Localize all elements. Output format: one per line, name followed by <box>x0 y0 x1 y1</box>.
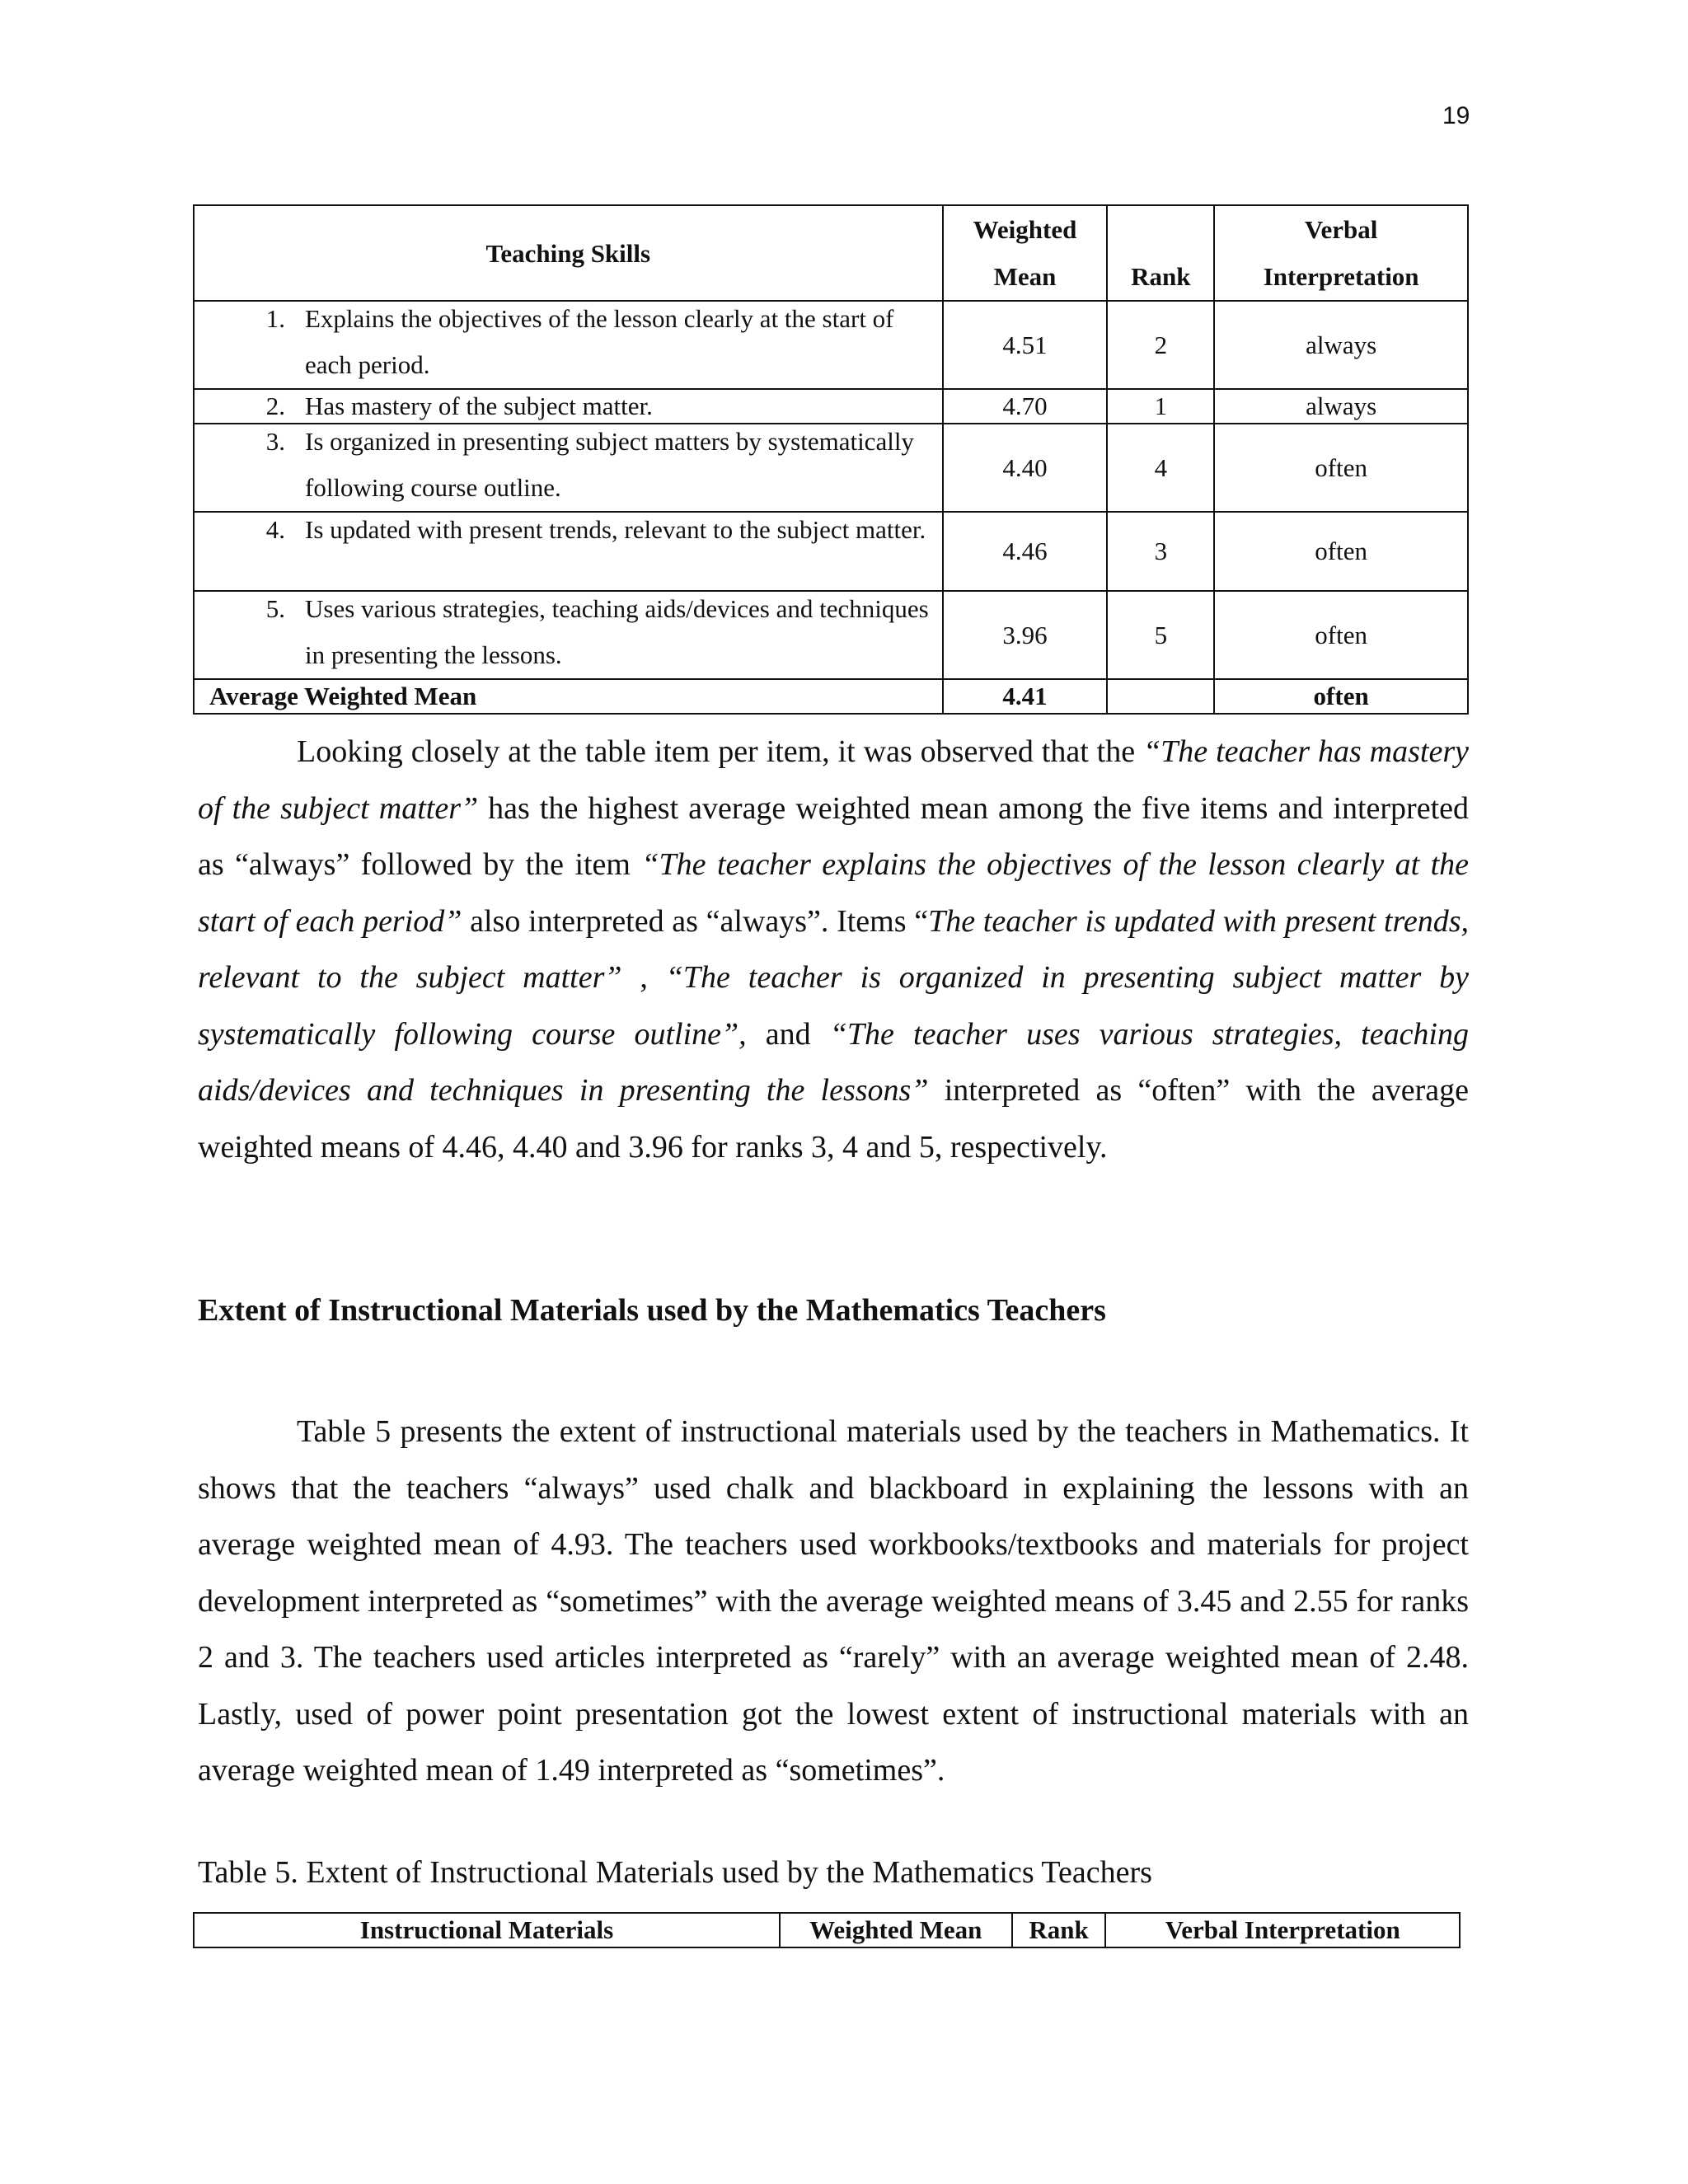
table-header-row <box>194 1913 1460 1947</box>
header-weighted: Weighted <box>973 215 1077 244</box>
header-weighted-mean <box>943 205 1108 301</box>
rank-cell: 2 <box>1107 301 1214 389</box>
average-mean: 4.41 <box>943 679 1108 714</box>
rank-cell: 1 <box>1107 389 1214 424</box>
table-row <box>194 301 1468 389</box>
header-weighted-mean: Weighted Mean <box>780 1913 1012 1947</box>
average-label: Average Weighted Mean <box>194 679 943 714</box>
mean-cell: 4.51 <box>943 301 1108 389</box>
table5-summary-paragraph: Table 5 presents the extent of instructional materials used by the teachers in Mathematics. It shows that the teachers “always” used chalk and blackboard in explaining the lessons with an average weighted mean of 4.93. The teachers used workbooks/textbooks and materials for project development interpreted as “sometimes” with the average weighted means of 3.45 and 2.55 for ranks 2 and 3. The teachers used articles interpreted as “rarely” with an average weighted mean of 2.48. Lastly, used of power point presentation got the lowest extent of instructional materials with an average weighted mean of 1.49 interpreted as “sometimes”. <box>198 1414 1469 1788</box>
table-row <box>194 591 1468 679</box>
table-caption: Table 5. Extent of Instructional Materials used by the Mathematics Teachers <box>198 1855 1152 1890</box>
interpretation-cell: often <box>1214 424 1468 512</box>
instructional-materials-table <box>193 1912 1461 1948</box>
header-verbal: Verbal <box>1304 215 1378 244</box>
skill-cell: 1. Explains the objectives of the lesson clearly at the start of each period. <box>194 301 943 389</box>
header-rank: Rank <box>1012 1913 1106 1947</box>
mean-cell: 4.70 <box>943 389 1108 424</box>
analysis-paragraph: Looking closely at the table item per item, it was observed that the “The teacher has mastery of the subject matter” has the highest average weighted mean among the five items and interpreted as “always” followed by the item “The teacher explains the objectives of the lesson clearly at the start of each period” also interpreted as “always”. Items “The teacher is updated with present trends, relevant to the subject matter” , “The teacher is organized in presenting subject matter by systematically following course outline”, and “The teacher uses various strategies, teaching aids/devices and techniques in presenting the lessons” interpreted as “often” with the average weighted means of 4.46, 4.40 and 3.96 for ranks 3, 4 and 5, respectively. <box>198 734 1470 1165</box>
header-mean: Mean <box>993 262 1057 291</box>
header-teaching-skills: Teaching Skills <box>194 205 943 301</box>
skill-cell: 4. Is updated with present trends, relevant to the subject matter. <box>194 512 943 591</box>
interpretation-cell: often <box>1214 512 1468 591</box>
header-verbal-interpretation: Verbal Interpretation <box>1105 1913 1460 1947</box>
section-heading: Extent of Instructional Materials used by the Mathematics Teachers <box>198 1293 1106 1328</box>
average-row <box>194 679 1468 714</box>
header-rank: Rank <box>1107 205 1214 301</box>
rank-cell: 4 <box>1107 424 1214 512</box>
interpretation-cell: always <box>1214 301 1468 389</box>
teaching-skills-table <box>193 204 1469 715</box>
header-instructional-materials: Instructional Materials <box>194 1913 780 1947</box>
mean-cell: 3.96 <box>943 591 1108 679</box>
average-rank <box>1107 679 1214 714</box>
table-header-row <box>194 205 1468 301</box>
mean-cell: 4.46 <box>943 512 1108 591</box>
average-interpretation: often <box>1214 679 1468 714</box>
skill-cell: 3. Is organized in presenting subject matters by systematically following course outline. <box>194 424 943 512</box>
interpretation-cell: often <box>1214 591 1468 679</box>
rank-cell: 5 <box>1107 591 1214 679</box>
skill-cell: 5. Uses various strategies, teaching aids/devices and techniques in presenting the lessons. <box>194 591 943 679</box>
mean-cell: 4.40 <box>943 424 1108 512</box>
rank-cell: 3 <box>1107 512 1214 591</box>
table-row <box>194 424 1468 512</box>
header-verbal-interpretation <box>1214 205 1468 301</box>
skill-cell: 2. Has mastery of the subject matter. <box>194 389 943 424</box>
interpretation-cell: always <box>1214 389 1468 424</box>
page-number: 19 <box>1442 102 1470 129</box>
header-interpretation: Interpretation <box>1263 262 1419 291</box>
table-row <box>194 512 1468 591</box>
